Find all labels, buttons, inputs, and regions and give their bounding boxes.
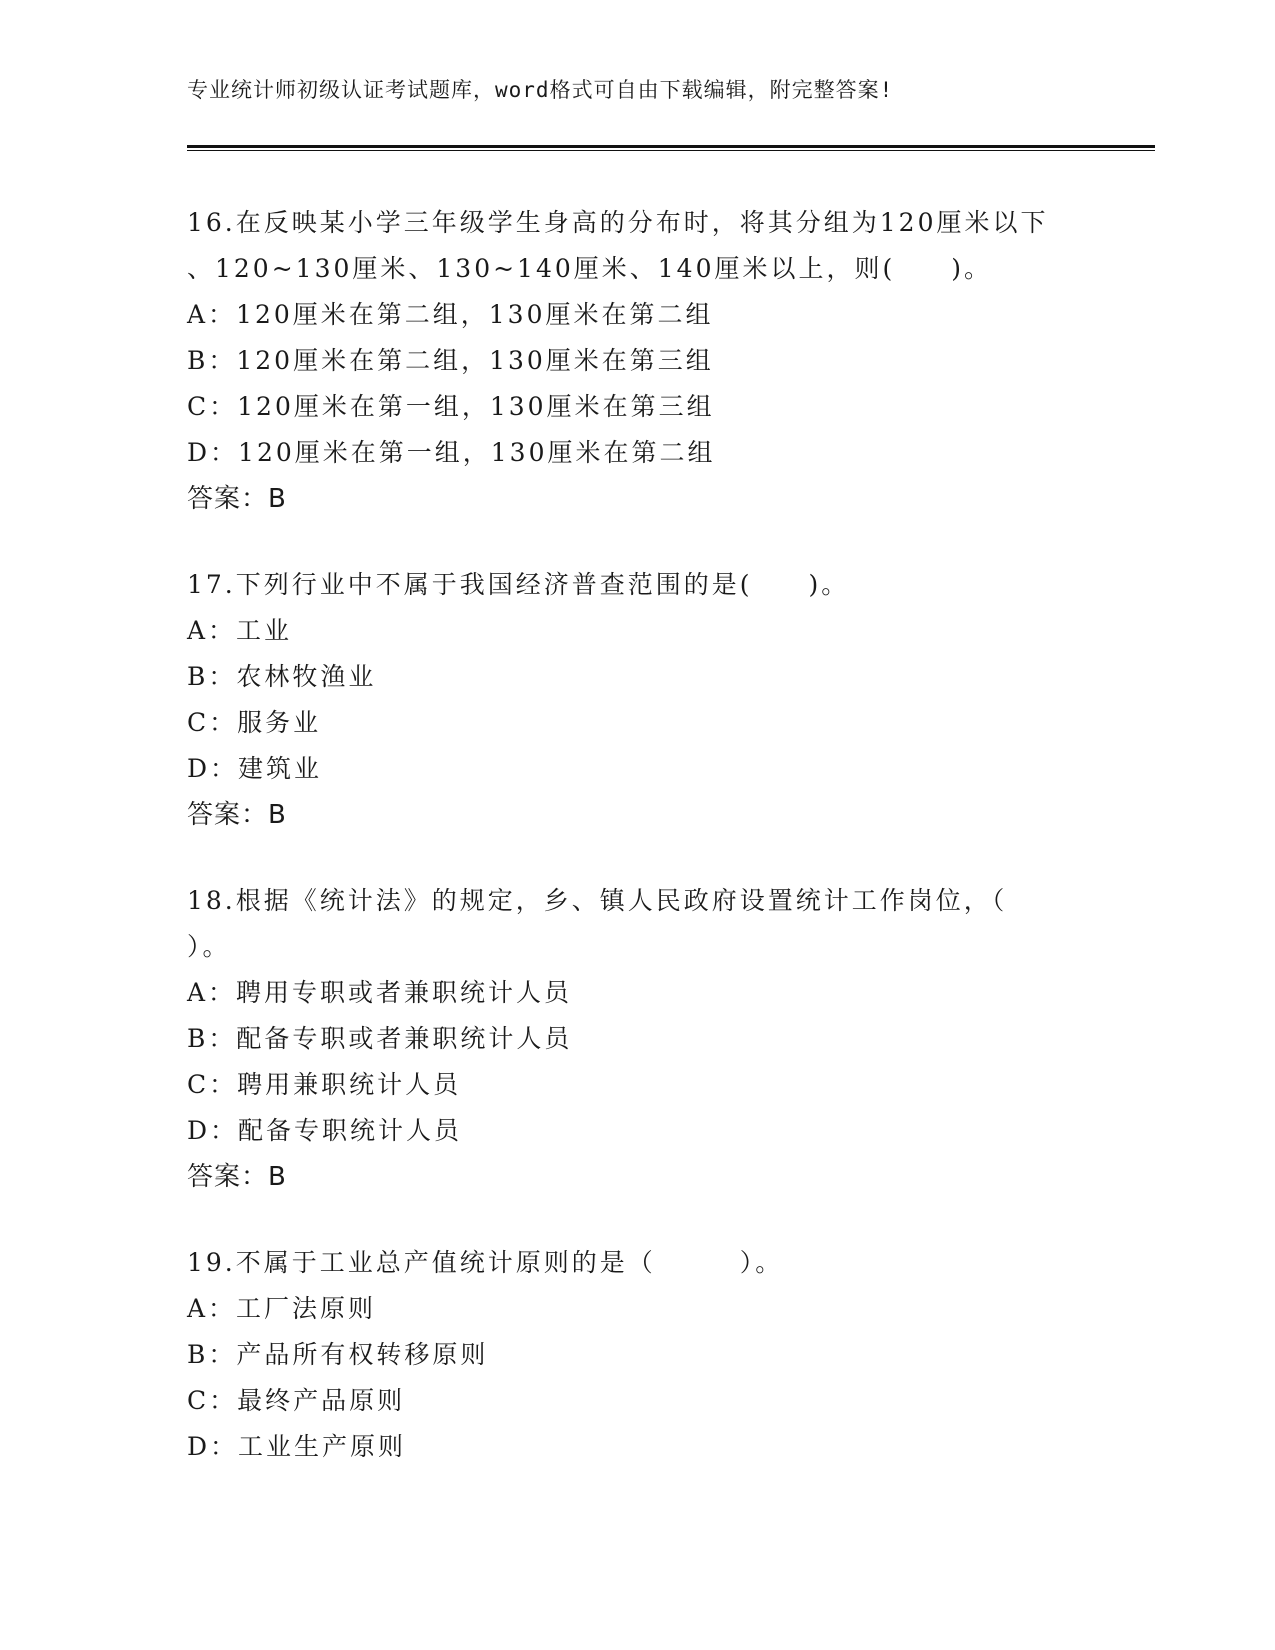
option-b: B：配备专职或者兼职统计人员 <box>187 1024 573 1053</box>
option-c: C：聘用兼职统计人员 <box>187 1070 462 1099</box>
option-a: A：120厘米在第二组，130厘米在第二组 <box>187 300 714 329</box>
answer: 答案：B <box>187 800 287 830</box>
option-d: D：配备专职统计人员 <box>187 1116 463 1145</box>
question-list <box>187 200 1087 1510</box>
option-b: B：产品所有权转移原则 <box>187 1340 489 1369</box>
option-a: A：聘用专职或者兼职统计人员 <box>187 978 573 1007</box>
answer: 答案：B <box>187 1162 287 1192</box>
question-text-line: 19.不属于工业总产值统计原则的是（ ）。 <box>187 1248 784 1277</box>
option-d: D：120厘米在第一组，130厘米在第二组 <box>187 438 716 467</box>
option-d: D：建筑业 <box>187 754 323 783</box>
question-17 <box>187 562 1087 838</box>
question-16 <box>187 200 1087 522</box>
question-text-line: 17.下列行业中不属于我国经济普查范围的是( )。 <box>187 570 850 599</box>
option-a: A：工厂法原则 <box>187 1294 377 1323</box>
option-b: B：120厘米在第二组，130厘米在第三组 <box>187 346 714 375</box>
question-18 <box>187 878 1087 1200</box>
option-b: B：农林牧渔业 <box>187 662 377 691</box>
question-text-line: 、120~130厘米、130~140厘米、140厘米以上，则( )。 <box>187 254 992 283</box>
page-header-title: 专业统计师初级认证考试题库，word格式可自由下载编辑，附完整答案! <box>187 78 894 102</box>
header-divider <box>187 145 1155 151</box>
option-c: C：最终产品原则 <box>187 1386 406 1415</box>
question-text-line: 18.根据《统计法》的规定，乡、镇人民政府设置统计工作岗位，（ <box>187 886 1008 915</box>
option-a: A：工业 <box>187 616 293 645</box>
question-text-line: 16.在反映某小学三年级学生身高的分布时，将其分组为120厘米以下 <box>187 208 1049 237</box>
answer: 答案：B <box>187 484 287 514</box>
question-19 <box>187 1240 1087 1470</box>
option-d: D：工业生产原则 <box>187 1432 407 1461</box>
option-c: C：服务业 <box>187 708 322 737</box>
option-c: C：120厘米在第一组，130厘米在第三组 <box>187 392 715 421</box>
question-text-line: ）。 <box>187 932 231 961</box>
